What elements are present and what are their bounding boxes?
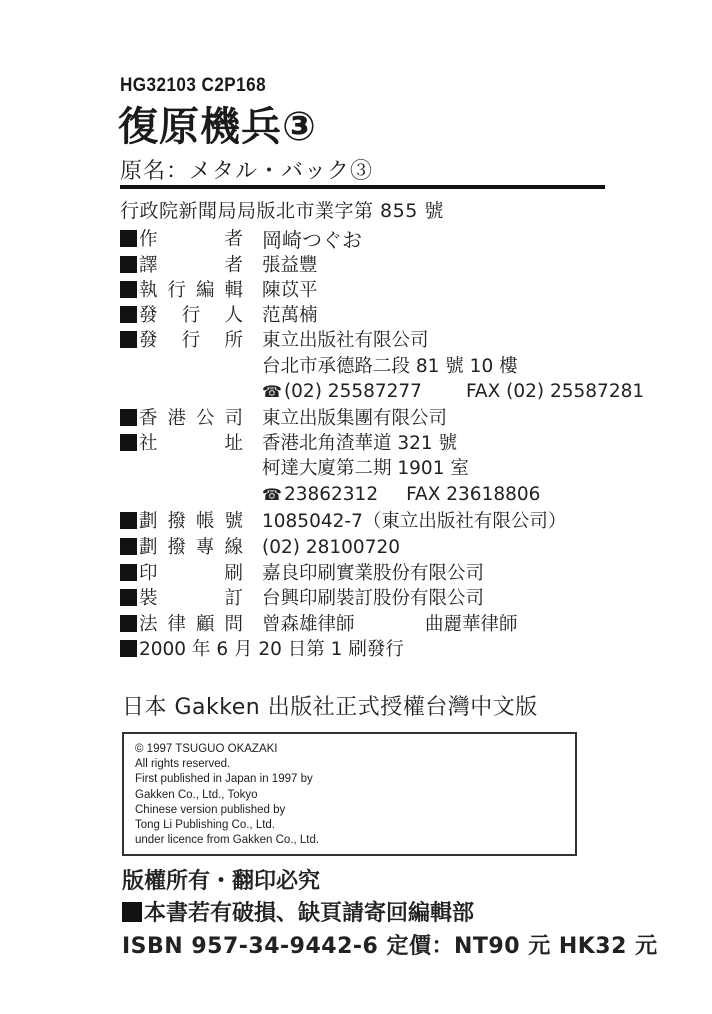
credit-row-author <box>120 228 243 252</box>
bullet-square-icon <box>120 538 137 555</box>
damaged-notice-row <box>122 896 474 927</box>
credit-label: 裝 訂 <box>139 588 243 609</box>
copyright-line: All rights reserved. <box>135 758 231 771</box>
credit-value: 陳苡平 <box>262 280 318 301</box>
hk-address-row <box>120 432 243 456</box>
print-date-row <box>120 638 404 662</box>
bullet-square-icon <box>120 331 137 348</box>
copyright-line: Tong Li Publishing Co., Ltd. <box>135 819 276 832</box>
credit-label: 發 行 人 <box>139 305 243 326</box>
binding-row <box>120 587 243 611</box>
book-title: 復原機兵③ <box>118 104 317 150</box>
publisher-address: 台北市承德路二段 81 號 10 樓 <box>262 356 518 377</box>
credit-row-issuer <box>120 304 243 328</box>
copyright-text <box>135 742 319 848</box>
hk-contact <box>262 483 540 507</box>
hk-address-line1: 香港北角渣華道 321 號 <box>262 433 458 454</box>
bullet-square-icon <box>120 256 137 273</box>
original-title: 原名：メタル・バック③ <box>120 159 374 184</box>
bullet-square-icon <box>120 434 137 451</box>
rights-reserved: 版權所有・翻印必究 <box>122 869 321 894</box>
credit-label: 發 行 所 <box>139 330 243 351</box>
credit-value: 岡崎つぐお <box>262 228 362 252</box>
isbn-price: ISBN 957-34-9442-6 定價：NT90 元 HK32 元 <box>122 934 658 959</box>
bullet-square-icon <box>120 281 137 298</box>
credit-value: 1085042-7（東立出版社有限公司） <box>262 511 567 532</box>
hk-phone: 23862312 <box>283 484 379 505</box>
bullet-square-icon <box>120 409 137 426</box>
copyright-line: Gakken Co., Ltd., Tokyo <box>135 788 258 801</box>
publisher-fax: FAX (02) 25587281 <box>465 381 645 402</box>
credit-row-editor <box>120 279 243 303</box>
hk-company-row <box>120 407 243 431</box>
damaged-notice: 本書若有破損、缺頁請寄回編輯部 <box>144 901 475 926</box>
credit-row-publisher <box>120 329 243 353</box>
bullet-square-icon <box>120 589 137 606</box>
bullet-square-icon <box>120 512 137 529</box>
hk-address-line2: 柯達大廈第二期 1901 室 <box>262 458 469 479</box>
bullet-square-icon <box>120 640 137 657</box>
license-number: 行政院新聞局局版北市業字第 855 號 <box>120 200 444 222</box>
printing-row <box>120 562 243 586</box>
credit-label: 譯 者 <box>139 255 243 276</box>
copyright-line: First published in Japan in 1997 by <box>135 773 313 786</box>
legal-row <box>120 613 243 637</box>
authorization-notice: 日本 Gakken 出版社正式授權台灣中文版 <box>122 695 538 720</box>
legal-lawyer-1: 曾森雄律師 <box>262 614 355 635</box>
credit-label: 劃撥帳號 <box>139 511 243 532</box>
credit-value: 張益豐 <box>262 255 318 276</box>
credit-label: 劃撥專線 <box>139 537 243 558</box>
credit-value: (02) 28100720 <box>262 537 401 558</box>
legal-label: 法律顧問 <box>139 614 243 635</box>
credit-value: 嘉良印刷實業股份有限公司 <box>262 563 485 584</box>
product-code: HG32103 C2P168 <box>120 75 267 96</box>
copyright-line: Chinese version published by <box>135 803 286 816</box>
credit-label: 執行編輯 <box>139 280 243 301</box>
credit-value: 東立出版社有限公司 <box>262 330 429 351</box>
credit-label: 印 刷 <box>139 563 243 584</box>
print-date: 2000 年 6 月 20 日第 1 刷發行 <box>139 639 404 660</box>
bullet-square-icon <box>120 230 137 247</box>
hk-company-value: 東立出版集團有限公司 <box>262 408 448 429</box>
legal-lawyer-2: 曲麗華律師 <box>425 614 518 635</box>
bullet-square-icon <box>122 902 142 922</box>
credit-row-translator <box>120 254 243 278</box>
bullet-square-icon <box>120 564 137 581</box>
hk-fax: FAX 23618806 <box>406 484 541 505</box>
copyright-line: under licence from Gakken Co., Ltd. <box>135 834 320 847</box>
hk-company-label: 香港公司 <box>139 408 243 429</box>
publisher-phone: (02) 25587277 <box>283 381 422 402</box>
copyright-line: © 1997 TSUGUO OKAZAKI <box>135 743 278 755</box>
title-rule <box>120 185 605 189</box>
publisher-contact <box>262 380 644 404</box>
giro-line-row <box>120 536 243 560</box>
credit-value: 台興印刷裝訂股份有限公司 <box>262 588 485 609</box>
credit-label: 作 者 <box>139 229 243 250</box>
credit-value: 范萬楠 <box>262 305 318 326</box>
hk-address-label: 社 址 <box>139 433 243 454</box>
telephone-icon: ☎ <box>262 485 282 504</box>
bullet-square-icon <box>120 615 137 632</box>
giro-account-row <box>120 510 243 534</box>
telephone-icon: ☎ <box>262 382 282 401</box>
bullet-square-icon <box>120 306 137 323</box>
